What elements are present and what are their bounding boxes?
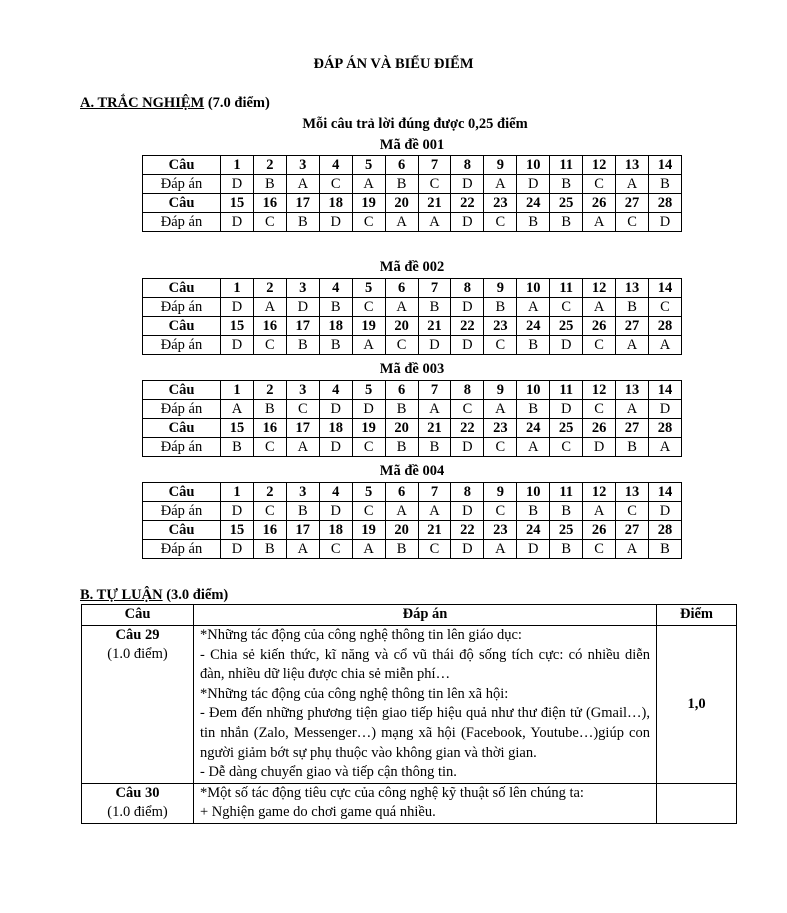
answer-letter: C [648, 298, 681, 317]
answer-letter: A [221, 400, 254, 419]
answer-letter: D [319, 502, 352, 521]
essay-row-30 [82, 783, 737, 823]
question-number: 7 [418, 156, 451, 175]
answer-letter: C [484, 438, 517, 457]
question-number: 21 [418, 194, 451, 213]
exam-code: Mã đề 004 [379, 463, 445, 479]
answer-letter: D [451, 502, 484, 521]
answer-letter: A [583, 502, 616, 521]
answer-key-table [142, 380, 682, 457]
essay-answer-line: *Những tác động của công nghệ thông tin lên xã hội: [200, 685, 509, 702]
section-b-heading [80, 587, 228, 604]
answer-key-table [142, 278, 682, 355]
answer-letter: C [352, 298, 385, 317]
answer-letter: D [648, 400, 681, 419]
answer-letter: A [616, 336, 649, 355]
answer-letter: D [517, 540, 550, 559]
answer-letter: B [253, 540, 286, 559]
answer-letter: C [352, 213, 385, 232]
question-number: 18 [319, 521, 352, 540]
question-number: 4 [319, 156, 352, 175]
question-number: 21 [418, 317, 451, 336]
answer-letter: A [616, 175, 649, 194]
essay-answer-line: + Nghiện game do chơi game quá nhiều. [200, 804, 436, 821]
answer-row [143, 502, 682, 521]
question-number: 1 [221, 483, 254, 502]
answer-letter: B [616, 298, 649, 317]
answer-letter: A [385, 502, 418, 521]
answer-letter: C [418, 540, 451, 559]
answer-row-label: Đáp án [143, 540, 221, 559]
answer-letter: D [451, 540, 484, 559]
question-number: 28 [648, 419, 681, 438]
answer-letter: D [221, 213, 254, 232]
answer-row [143, 175, 682, 194]
answer-letter: C [583, 400, 616, 419]
question-number: 3 [286, 279, 319, 298]
question-number: 19 [352, 194, 385, 213]
question-row-label: Câu [143, 194, 221, 213]
answer-letter: D [451, 336, 484, 355]
answer-letter: C [319, 540, 352, 559]
answer-row [143, 298, 682, 317]
question-number: 23 [484, 317, 517, 336]
answer-row-label: Đáp án [143, 336, 221, 355]
question-number: 7 [418, 279, 451, 298]
question-number-row [143, 521, 682, 540]
answer-letter: D [352, 400, 385, 419]
answer-letter: A [418, 213, 451, 232]
answer-letter: D [648, 213, 681, 232]
answer-letter: C [418, 175, 451, 194]
essay-header-row [82, 605, 737, 626]
question-number: 18 [319, 194, 352, 213]
answer-row [143, 213, 682, 232]
answer-letter: D [319, 400, 352, 419]
essay-row-29 [82, 626, 737, 784]
answer-letter: D [550, 336, 583, 355]
essay-question-cell [82, 626, 194, 784]
answer-letter: C [616, 213, 649, 232]
question-number: 1 [221, 156, 254, 175]
question-number: 15 [221, 194, 254, 213]
answer-letter: C [352, 502, 385, 521]
question-number: 26 [583, 194, 616, 213]
essay-answer-line: - Chia sẻ kiến thức, kĩ năng và cổ vũ thái độ sống tích cực: có nhiều diễn đàn, nhiều dữ liệu được chia sẻ miễn phí… [200, 646, 650, 683]
question-number: 5 [352, 381, 385, 400]
question-number: 12 [583, 279, 616, 298]
question-number: 1 [221, 381, 254, 400]
essay-answer-line: - Đem đến những phương tiện giao tiếp hiệu quả như thư điện tử (Gmail…), tin nhắn (Zalo, Messenger…) mạng xã hội (Facebook, Youtube…)giúp con người giảm bớt sự phụ thuộc vào không gian và thời gian. [200, 705, 650, 761]
essay-answer-cell [194, 626, 657, 784]
question-row-label: Câu [143, 521, 221, 540]
question-number-row [143, 194, 682, 213]
answer-letter: B [286, 336, 319, 355]
answer-letter: A [385, 213, 418, 232]
question-number: 20 [385, 194, 418, 213]
question-number: 18 [319, 419, 352, 438]
answer-letter: A [352, 540, 385, 559]
question-number: 24 [517, 317, 550, 336]
question-number: 15 [221, 419, 254, 438]
question-number: 22 [451, 521, 484, 540]
question-number: 8 [451, 483, 484, 502]
question-number: 2 [253, 156, 286, 175]
question-number: 24 [517, 521, 550, 540]
answer-row [143, 438, 682, 457]
answer-letter: D [648, 502, 681, 521]
question-number: 3 [286, 381, 319, 400]
question-number: 12 [583, 156, 616, 175]
answer-letter: C [484, 336, 517, 355]
question-number: 24 [517, 419, 550, 438]
question-number: 7 [418, 381, 451, 400]
question-number: 14 [648, 156, 681, 175]
question-row-label: Câu [143, 317, 221, 336]
answer-letter: C [319, 175, 352, 194]
answer-letter: D [221, 175, 254, 194]
section-a-points: (7.0 điểm) [207, 95, 270, 111]
question-number: 6 [385, 279, 418, 298]
question-number: 18 [319, 317, 352, 336]
answer-letter: A [286, 540, 319, 559]
section-a-title: A. TRẮC NGHIỆM [80, 95, 205, 111]
answer-letter: D [286, 298, 319, 317]
answer-letter: B [286, 502, 319, 521]
answer-letter: B [550, 502, 583, 521]
answer-letter: A [484, 540, 517, 559]
question-number: 3 [286, 483, 319, 502]
answer-letter: B [517, 502, 550, 521]
answer-letter: A [583, 213, 616, 232]
section-a-subtitle: Mỗi câu trả lời đúng được 0,25 điểm [302, 116, 528, 132]
answer-letter: B [484, 298, 517, 317]
answer-row-label: Đáp án [143, 438, 221, 457]
answer-letter: A [418, 400, 451, 419]
essay-answer-table [81, 604, 737, 824]
exam-code: Mã đề 002 [379, 259, 445, 275]
answer-letter: C [451, 400, 484, 419]
answer-letter: B [517, 336, 550, 355]
answer-letter: C [484, 213, 517, 232]
question-number: 26 [583, 419, 616, 438]
question-number: 23 [484, 521, 517, 540]
exam-code: Mã đề 003 [379, 361, 445, 377]
question-number: 17 [286, 194, 319, 213]
question-number: 23 [484, 194, 517, 213]
question-number-row [143, 381, 682, 400]
question-number: 27 [616, 419, 649, 438]
answer-letter: D [451, 298, 484, 317]
question-number: 28 [648, 194, 681, 213]
question-number: 13 [616, 483, 649, 502]
question-number: 23 [484, 419, 517, 438]
question-number: 12 [583, 483, 616, 502]
answer-letter: B [616, 438, 649, 457]
answer-letter: B [418, 298, 451, 317]
question-number: 4 [319, 381, 352, 400]
question-number: 25 [550, 194, 583, 213]
answer-letter: A [484, 400, 517, 419]
question-number: 1 [221, 279, 254, 298]
question-number: 6 [385, 483, 418, 502]
answer-letter: C [616, 502, 649, 521]
essay-answer-line: *Những tác động của công nghệ thông tin lên giáo dục: [200, 627, 522, 643]
question-row-label: Câu [143, 419, 221, 438]
essay-score-cell [657, 783, 737, 823]
answer-letter: C [583, 540, 616, 559]
question-number: 28 [648, 521, 681, 540]
question-number: 27 [616, 194, 649, 213]
answer-letter: A [253, 298, 286, 317]
question-number: 21 [418, 521, 451, 540]
question-number: 6 [385, 381, 418, 400]
question-number: 3 [286, 156, 319, 175]
answer-letter: B [648, 540, 681, 559]
answer-letter: A [484, 175, 517, 194]
question-number: 19 [352, 419, 385, 438]
question-number: 15 [221, 521, 254, 540]
answer-letter: B [221, 438, 254, 457]
answer-letter: C [253, 502, 286, 521]
essay-answer-line: - Dễ dàng chuyển giao và tiếp cận thông tin. [200, 764, 457, 781]
answer-letter: D [550, 400, 583, 419]
question-number-row [143, 419, 682, 438]
question-number: 25 [550, 419, 583, 438]
answer-letter: A [352, 175, 385, 194]
question-number: 25 [550, 521, 583, 540]
answer-letter: C [550, 438, 583, 457]
question-number: 17 [286, 317, 319, 336]
answer-row [143, 400, 682, 419]
question-number-row [143, 156, 682, 175]
question-number: 15 [221, 317, 254, 336]
answer-letter: A [286, 438, 319, 457]
answer-letter: A [648, 336, 681, 355]
question-number: 10 [517, 381, 550, 400]
answer-letter: B [286, 213, 319, 232]
question-number: 5 [352, 483, 385, 502]
question-number-row [143, 317, 682, 336]
question-row-label: Câu [143, 483, 221, 502]
answer-letter: B [550, 213, 583, 232]
answer-letter: B [648, 175, 681, 194]
essay-question-cell [82, 783, 194, 823]
question-number: 20 [385, 521, 418, 540]
question-number: 14 [648, 483, 681, 502]
question-number: 17 [286, 521, 319, 540]
question-number: 27 [616, 317, 649, 336]
answer-letter: C [484, 502, 517, 521]
question-number: 17 [286, 419, 319, 438]
answer-letter: D [517, 175, 550, 194]
question-number: 11 [550, 381, 583, 400]
answer-row [143, 336, 682, 355]
question-number: 4 [319, 279, 352, 298]
essay-header-answer: Đáp án [194, 605, 657, 626]
section-a-heading [80, 95, 270, 112]
essay-question-points: (1.0 điểm) [107, 803, 168, 820]
question-number-row [143, 483, 682, 502]
exam-code: Mã đề 001 [379, 137, 445, 153]
answer-letter: B [517, 213, 550, 232]
essay-question-label: Câu 29 [115, 627, 160, 643]
question-number: 24 [517, 194, 550, 213]
answer-letter: A [385, 298, 418, 317]
question-number: 9 [484, 279, 517, 298]
answer-letter: B [319, 298, 352, 317]
question-number: 19 [352, 521, 385, 540]
answer-letter: A [286, 175, 319, 194]
answer-letter: C [253, 213, 286, 232]
answer-letter: D [221, 540, 254, 559]
answer-letter: C [583, 336, 616, 355]
answer-letter: A [517, 298, 550, 317]
answer-row-label: Đáp án [143, 298, 221, 317]
question-number: 13 [616, 279, 649, 298]
answer-letter: D [319, 213, 352, 232]
question-number: 10 [517, 156, 550, 175]
question-number-row [143, 279, 682, 298]
answer-row-label: Đáp án [143, 175, 221, 194]
question-number: 5 [352, 279, 385, 298]
answer-letter: B [385, 438, 418, 457]
answer-letter: B [253, 175, 286, 194]
answer-letter: B [550, 540, 583, 559]
question-row-label: Câu [143, 279, 221, 298]
section-b-title: B. TỰ LUẬN [80, 587, 163, 603]
question-number: 11 [550, 156, 583, 175]
question-number: 4 [319, 483, 352, 502]
answer-letter: C [385, 336, 418, 355]
question-number: 19 [352, 317, 385, 336]
answer-letter: D [221, 298, 254, 317]
essay-header-score: Điểm [657, 605, 737, 626]
question-number: 2 [253, 279, 286, 298]
question-number: 16 [253, 194, 286, 213]
question-number: 9 [484, 156, 517, 175]
answer-key-table [142, 155, 682, 232]
answer-letter: B [319, 336, 352, 355]
question-number: 8 [451, 279, 484, 298]
question-number: 14 [648, 279, 681, 298]
question-number: 16 [253, 419, 286, 438]
section-b-points: (3.0 điểm) [166, 587, 229, 603]
question-number: 16 [253, 317, 286, 336]
essay-answer-line: *Một số tác động tiêu cực của công nghệ kỹ thuật số lên chúng ta: [200, 784, 584, 801]
question-number: 2 [253, 381, 286, 400]
answer-letter: A [583, 298, 616, 317]
essay-question-points: (1.0 điểm) [107, 646, 168, 662]
answer-letter: C [352, 438, 385, 457]
answer-letter: A [352, 336, 385, 355]
question-number: 7 [418, 483, 451, 502]
answer-letter: A [517, 438, 550, 457]
answer-letter: B [418, 438, 451, 457]
answer-letter: B [550, 175, 583, 194]
question-number: 11 [550, 483, 583, 502]
answer-letter: D [583, 438, 616, 457]
answer-letter: D [451, 438, 484, 457]
answer-letter: B [385, 400, 418, 419]
question-number: 12 [583, 381, 616, 400]
question-row-label: Câu [143, 381, 221, 400]
essay-score-cell: 1,0 [657, 626, 737, 784]
answer-letter: D [319, 438, 352, 457]
answer-letter: D [451, 213, 484, 232]
answer-letter: D [221, 502, 254, 521]
question-number: 5 [352, 156, 385, 175]
question-number: 9 [484, 483, 517, 502]
question-number: 2 [253, 483, 286, 502]
answer-letter: C [550, 298, 583, 317]
essay-question-label: Câu 30 [115, 784, 160, 801]
answer-row-label: Đáp án [143, 400, 221, 419]
answer-row-label: Đáp án [143, 213, 221, 232]
answer-letter: D [418, 336, 451, 355]
answer-letter: C [253, 336, 286, 355]
question-row-label: Câu [143, 156, 221, 175]
answer-letter: B [385, 175, 418, 194]
answer-letter: C [286, 400, 319, 419]
answer-row-label: Đáp án [143, 502, 221, 521]
question-number: 6 [385, 156, 418, 175]
question-number: 16 [253, 521, 286, 540]
answer-letter: D [221, 336, 254, 355]
question-number: 10 [517, 483, 550, 502]
question-number: 13 [616, 156, 649, 175]
question-number: 10 [517, 279, 550, 298]
answer-key-table [142, 482, 682, 559]
question-number: 11 [550, 279, 583, 298]
question-number: 22 [451, 419, 484, 438]
page-title: ĐÁP ÁN VÀ BIỂU ĐIỂM [313, 56, 474, 72]
answer-row [143, 540, 682, 559]
question-number: 26 [583, 317, 616, 336]
question-number: 20 [385, 419, 418, 438]
question-number: 9 [484, 381, 517, 400]
answer-letter: A [616, 540, 649, 559]
question-number: 20 [385, 317, 418, 336]
question-number: 27 [616, 521, 649, 540]
question-number: 21 [418, 419, 451, 438]
answer-letter: C [253, 438, 286, 457]
question-number: 26 [583, 521, 616, 540]
question-number: 28 [648, 317, 681, 336]
answer-letter: B [385, 540, 418, 559]
question-number: 13 [616, 381, 649, 400]
answer-letter: A [648, 438, 681, 457]
essay-header-question: Câu [82, 605, 194, 626]
answer-letter: D [451, 175, 484, 194]
answer-letter: A [418, 502, 451, 521]
question-number: 14 [648, 381, 681, 400]
question-number: 25 [550, 317, 583, 336]
question-number: 8 [451, 156, 484, 175]
answer-letter: A [616, 400, 649, 419]
answer-letter: B [517, 400, 550, 419]
question-number: 8 [451, 381, 484, 400]
answer-letter: B [253, 400, 286, 419]
question-number: 22 [451, 194, 484, 213]
question-number: 22 [451, 317, 484, 336]
answer-letter: C [583, 175, 616, 194]
essay-answer-cell [194, 783, 657, 823]
